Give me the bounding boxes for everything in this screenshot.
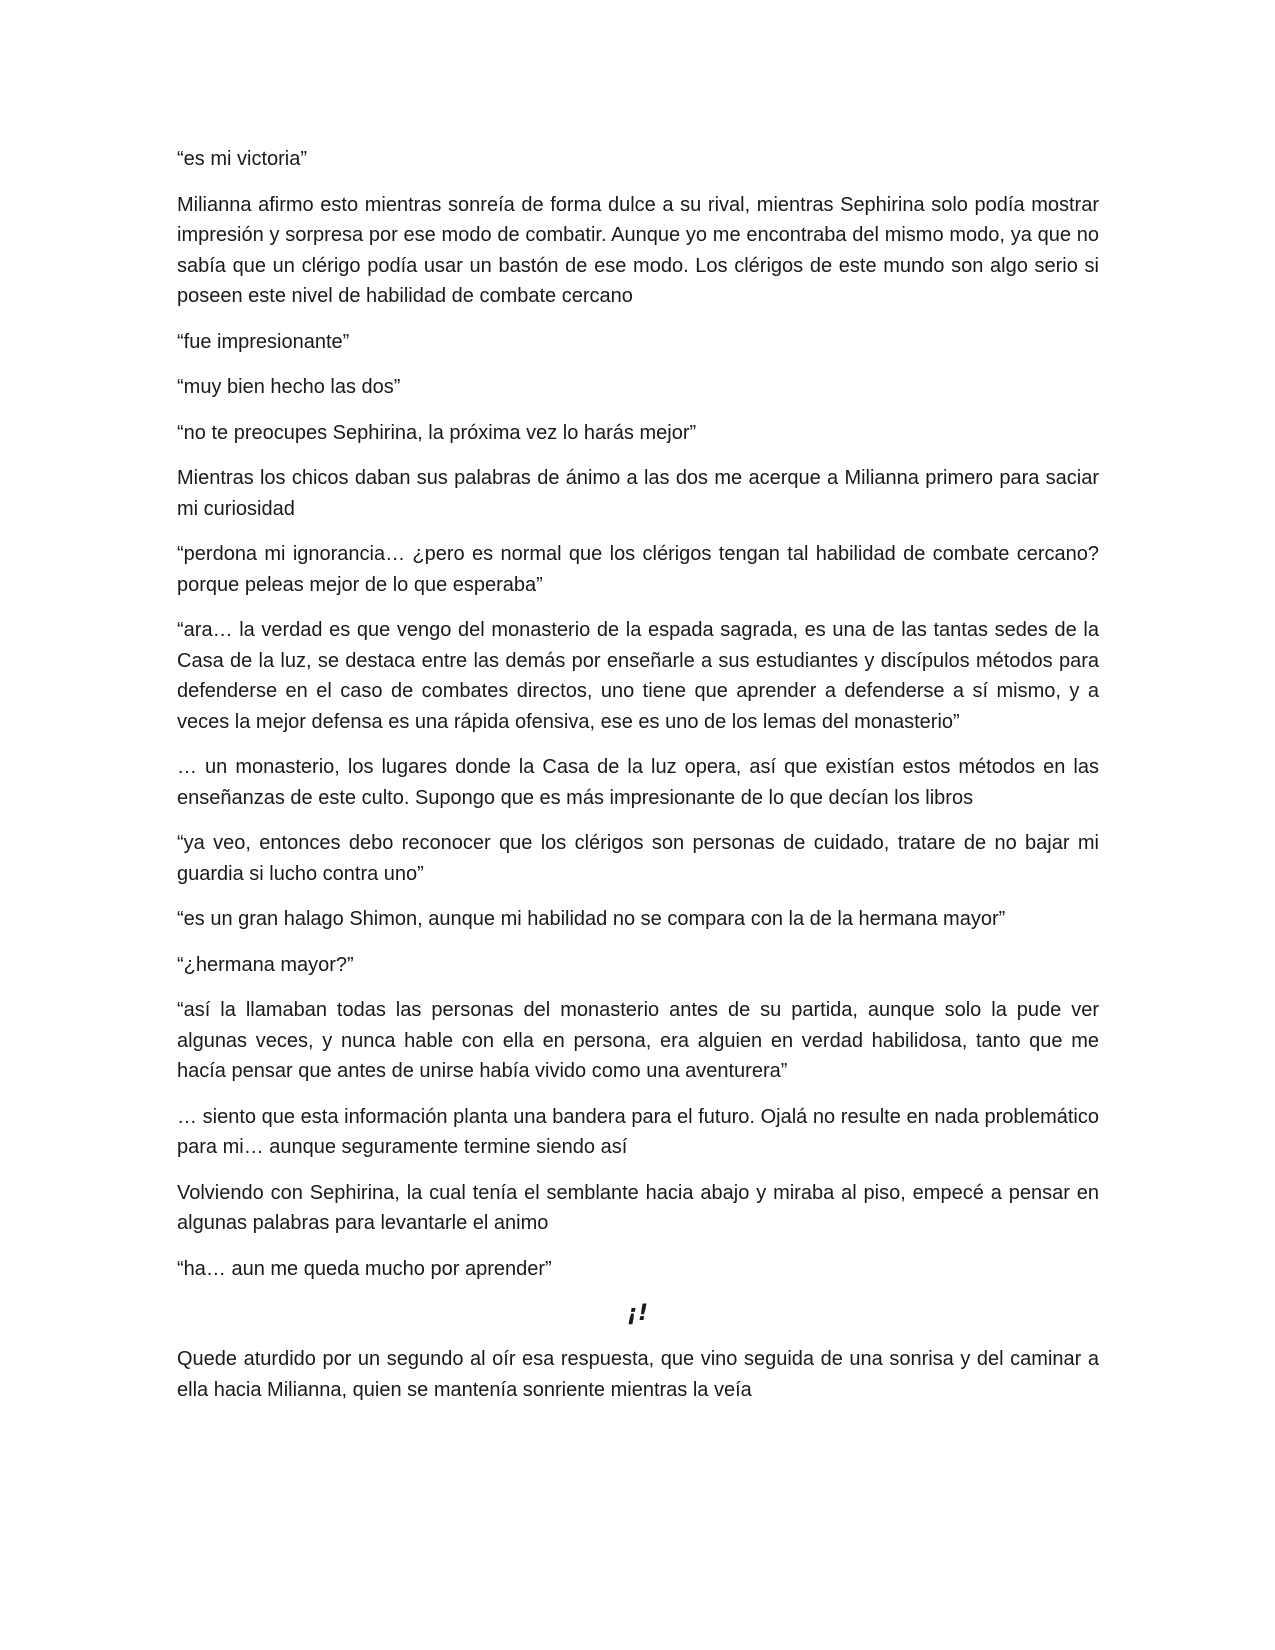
paragraph: Milianna afirmo esto mientras sonreía de forma dulce a su rival, mientras Sephirina solo podía mostrar impresión y sorpresa por ese modo de combatir. Aunque yo me encontraba del mismo modo, ya que no sabía que un clérigo podía usar un bastón de ese modo. Los clérigos de este mundo son algo serio si poseen este nivel de habilidad de combate cercano <box>177 193 1099 307</box>
paragraph: Volviendo con Sephirina, la cual tenía el semblante hacia abajo y miraba al piso, empecé a pensar en algunas palabras para levantarle el animo <box>177 1181 1099 1234</box>
paragraph: “no te preocupes Sephirina, la próxima vez lo harás mejor” <box>177 421 697 444</box>
paragraph: “ha… aun me queda mucho por aprender” <box>177 1257 552 1280</box>
paragraph: “es un gran halago Shimon, aunque mi habilidad no se compara con la de la hermana mayor” <box>177 908 1006 930</box>
paragraph: Mientras los chicos daban sus palabras de ánimo a las dos me acerque a Milianna primero para saciar mi curiosidad <box>177 467 1099 520</box>
paragraph: … un monasterio, los lugares donde la Casa de la luz opera, así que existían estos métodos en las enseñanzas de este culto. Supongo que es más impresionante de lo que decían los libros <box>177 756 1099 809</box>
body-text <box>177 144 1099 1420</box>
paragraph: “fue impresionante” <box>177 330 350 353</box>
paragraph: “perdona mi ignorancia… ¿pero es normal que los clérigos tengan tal habilidad de combate cercano? porque peleas mejor de lo que esperaba” <box>177 543 1099 596</box>
paragraph: “ara… la verdad es que vengo del monasterio de la espada sagrada, es una de las tantas sedes de la Casa de la luz, se destaca entre las demás por enseñarle a sus estudiantes y discípulos métodos para defenderse en el caso de combates directos, uno tiene que aprender a defenderse a sí mismo, y a veces la mejor defensa es una rápida ofensiva, ese es uno de los lemas del monasterio” <box>177 619 1099 733</box>
paragraph: “muy bien hecho las dos” <box>177 376 401 398</box>
paragraph: “así la llamaban todas las personas del monasterio antes de su partida, aunque solo la pude ver algunas veces, y nunca hable con ella en persona, era alguien en verdad habilidosa, tanto que me hacía pensar que antes de unirse había vivido como una aventurera” <box>177 999 1099 1082</box>
paragraph: “ya veo, entonces debo reconocer que los clérigos son personas de cuidado, tratare de no bajar mi guardia si lucho contra uno” <box>177 832 1099 885</box>
paragraph: “¿hermana mayor?” <box>177 953 354 976</box>
closing-paragraph: Quede aturdido por un segundo al oír esa respuesta, que vino seguida de una sonrisa y del caminar a ella hacia Milianna, quien se mantenía sonriente mientras la veía <box>177 1348 1099 1401</box>
scene-separator: ¡! <box>626 1301 650 1326</box>
paragraph: … siento que esta información planta una bandera para el futuro. Ojalá no resulte en nada problemático para mi… aunque seguramente termine siendo así <box>177 1105 1099 1158</box>
paragraph: “es mi victoria” <box>177 148 308 170</box>
